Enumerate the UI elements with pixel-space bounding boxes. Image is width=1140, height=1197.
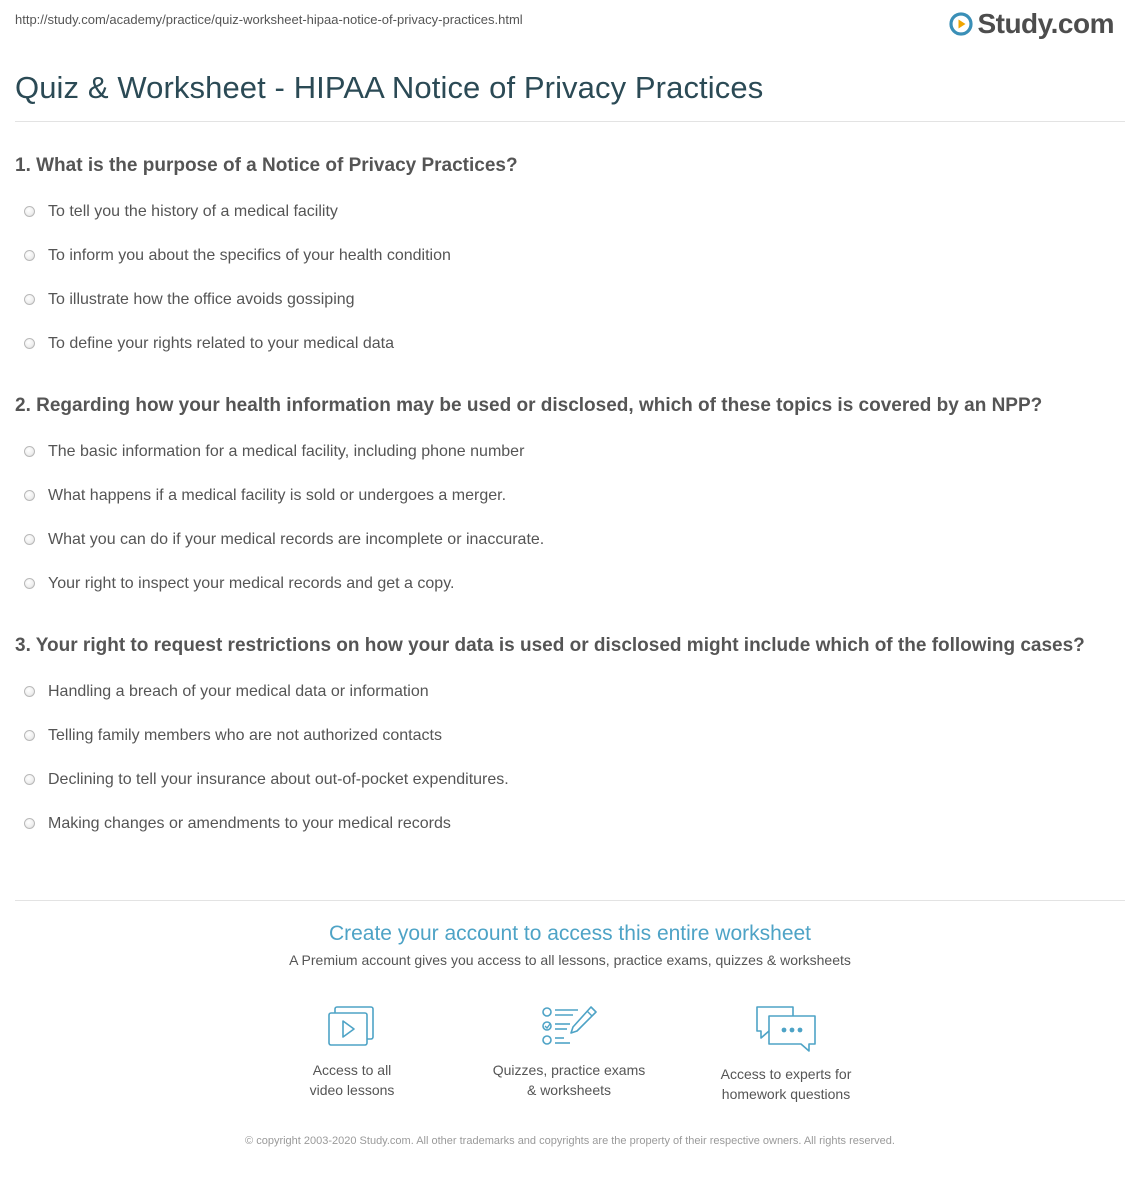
study-logo-play-icon (949, 12, 973, 36)
answer-label: Declining to tell your insurance about out-of-pocket expenditures. (48, 771, 509, 788)
feature-experts (686, 1004, 886, 1104)
answer-option[interactable] (15, 234, 1120, 278)
feature-label (686, 1064, 886, 1104)
answer-label: To define your rights related to your medical data (48, 335, 394, 352)
feature-label-line: Quizzes, practice exams (492, 1062, 646, 1078)
answer-option[interactable] (15, 802, 1120, 846)
question-text: 3. Your right to request restrictions on how your data is used or disclosed might include which of the following cases? (15, 635, 1085, 656)
cta-divider (15, 900, 1125, 901)
feature-label-line: & worksheets (526, 1082, 612, 1098)
feature-list (0, 1004, 1140, 1124)
page-title: Quiz & Worksheet - HIPAA Notice of Privacy Practices (15, 70, 764, 105)
question-1 (15, 152, 1120, 366)
feature-label-line: video lessons (309, 1082, 395, 1098)
question-3 (15, 632, 1120, 846)
title-divider (15, 121, 1125, 122)
answer-options (15, 430, 1120, 606)
question-text: 1. What is the purpose of a Notice of Privacy Practices? (15, 155, 518, 176)
answer-label: To tell you the history of a medical facility (48, 203, 338, 220)
cta-title-link[interactable]: Create your account to access this entire worksheet (328, 922, 812, 945)
feature-label-line: homework questions (721, 1086, 851, 1102)
question-2 (15, 392, 1120, 606)
answer-option[interactable] (15, 190, 1120, 234)
feature-label-line: Access to experts for (720, 1066, 852, 1082)
radio-button[interactable] (24, 250, 35, 261)
cta-subtitle: A Premium account gives you access to all lessons, practice exams, quizzes & worksheets (289, 952, 851, 968)
radio-button[interactable] (24, 446, 35, 457)
answer-option[interactable] (15, 278, 1120, 322)
answer-label: What happens if a medical facility is sold or undergoes a merger. (48, 487, 507, 504)
study-logo[interactable] (949, 8, 1114, 40)
radio-button[interactable] (24, 730, 35, 741)
radio-button[interactable] (24, 206, 35, 217)
quiz-checklist-icon (540, 1004, 598, 1050)
copyright-notice: © copyright 2003-2020 Study.com. All other trademarks and copyrights are the property of their respective owners. All rights reserved. (245, 1135, 895, 1147)
feature-video-lessons (252, 1004, 452, 1100)
answer-option[interactable] (15, 714, 1120, 758)
answer-label: To illustrate how the office avoids gossiping (48, 291, 355, 308)
feature-quizzes (469, 1004, 669, 1100)
radio-button[interactable] (24, 818, 35, 829)
answer-label: Telling family members who are not authorized contacts (48, 727, 442, 744)
radio-button[interactable] (24, 686, 35, 697)
answer-label: Handling a breach of your medical data or information (48, 683, 429, 700)
radio-button[interactable] (24, 578, 35, 589)
question-text: 2. Regarding how your health information may be used or disclosed, which of these topics is covered by an NPP? (15, 395, 1043, 416)
video-lessons-icon (326, 1004, 378, 1050)
answer-option[interactable] (15, 322, 1120, 366)
radio-button[interactable] (24, 294, 35, 305)
feature-label (469, 1060, 669, 1100)
answer-option[interactable] (15, 474, 1120, 518)
answer-options (15, 670, 1120, 846)
source-url: http://study.com/academy/practice/quiz-worksheet-hipaa-notice-of-privacy-practices.html (15, 12, 523, 27)
study-logo-text: Study.com (977, 8, 1114, 39)
answer-option[interactable] (15, 562, 1120, 606)
radio-button[interactable] (24, 774, 35, 785)
answer-options (15, 190, 1120, 366)
answer-option[interactable] (15, 670, 1120, 714)
feature-label-line: Access to all (312, 1062, 392, 1078)
answer-label: Making changes or amendments to your medical records (48, 815, 451, 832)
answer-label: What you can do if your medical records are incomplete or inaccurate. (48, 531, 545, 548)
answer-label: The basic information for a medical facility, including phone number (48, 443, 525, 460)
answer-option[interactable] (15, 518, 1120, 562)
answer-label: To inform you about the specifics of your health condition (48, 247, 451, 264)
feature-label (252, 1060, 452, 1100)
chat-bubbles-icon (753, 1004, 819, 1054)
radio-button[interactable] (24, 534, 35, 545)
radio-button[interactable] (24, 490, 35, 501)
answer-option[interactable] (15, 758, 1120, 802)
answer-label: Your right to inspect your medical records and get a copy. (48, 575, 455, 592)
answer-option[interactable] (15, 430, 1120, 474)
radio-button[interactable] (24, 338, 35, 349)
signup-cta (0, 922, 1140, 968)
